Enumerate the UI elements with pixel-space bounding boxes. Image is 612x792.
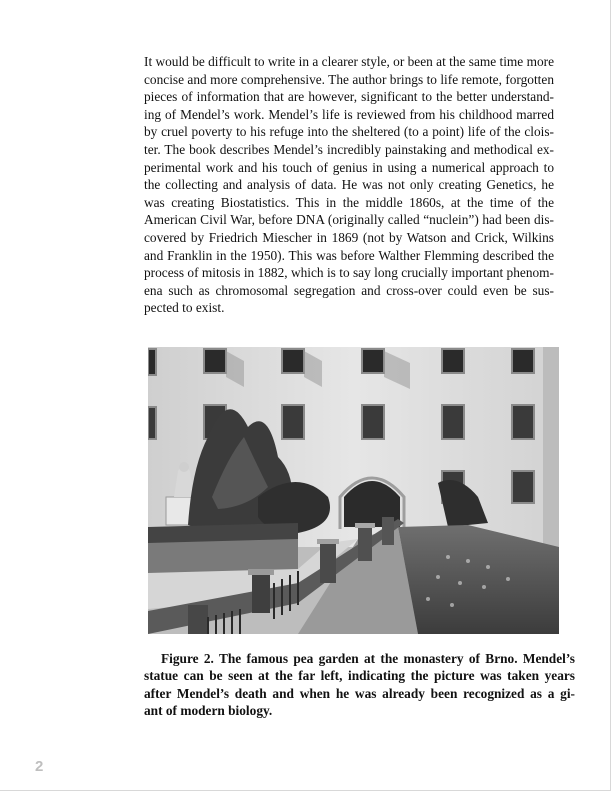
page-number: 2 (35, 758, 44, 775)
body-line: covered by Friedrich Miescher in 1869 (not by Watson and Crick, Wilkins (144, 229, 554, 245)
body-line: the collecting and analysis of data. He was not only creating Genetics, he (144, 177, 554, 193)
lawn (148, 539, 298, 573)
body-line: and Franklin in the 1950). This was before Walther Flemming described the (144, 247, 554, 263)
garden-beds (398, 525, 559, 634)
caption-line: ant of modern biology. (144, 703, 273, 719)
body-line: pected to exist. (144, 300, 225, 316)
body-line: It would be difficult to write in a clearer style, or been at the same time more (144, 54, 554, 69)
body-line: pieces of information that are however, significant to the better understand- (144, 89, 554, 105)
body-line: ing of Mendel’s work. Mendel’s life is reviewed from his childhood marred (144, 106, 554, 122)
body-line: American Civil War, before DNA (originally called “nuclein”) had been dis- (144, 212, 554, 228)
figure-caption (144, 650, 575, 720)
body-line: ter. The book describes Mendel’s incredibly painstaking and methodical ex- (144, 141, 554, 157)
body-line: concise and more comprehensive. The author brings to life remote, forgotten (144, 71, 554, 87)
body-line: ena such as chromosomal segregation and cross-over could even be sus- (144, 282, 554, 298)
caption-line: after Mendel’s death and when he was already been recognized as a gi- (144, 685, 575, 701)
caption-line: Figure 2. The famous pea garden at the monastery of Brno. Mendel’s (161, 651, 575, 666)
body-line: perimental work and his touch of genius in using a numerical approach to (144, 159, 554, 175)
body-paragraph (144, 53, 554, 317)
pea-garden-photo (148, 347, 559, 634)
body-line: process of mitosis in 1882, which is to say long crucially important phenom- (144, 265, 554, 281)
body-line: by cruel poverty to his refuge into the sheltered (to a point) life of the clois- (144, 124, 554, 140)
caption-line: statue can be seen at the far left, indicating the picture was taken years (144, 668, 575, 684)
body-line: was creating Biostatistics. This in the middle 1860s, at the time of the (144, 194, 554, 210)
